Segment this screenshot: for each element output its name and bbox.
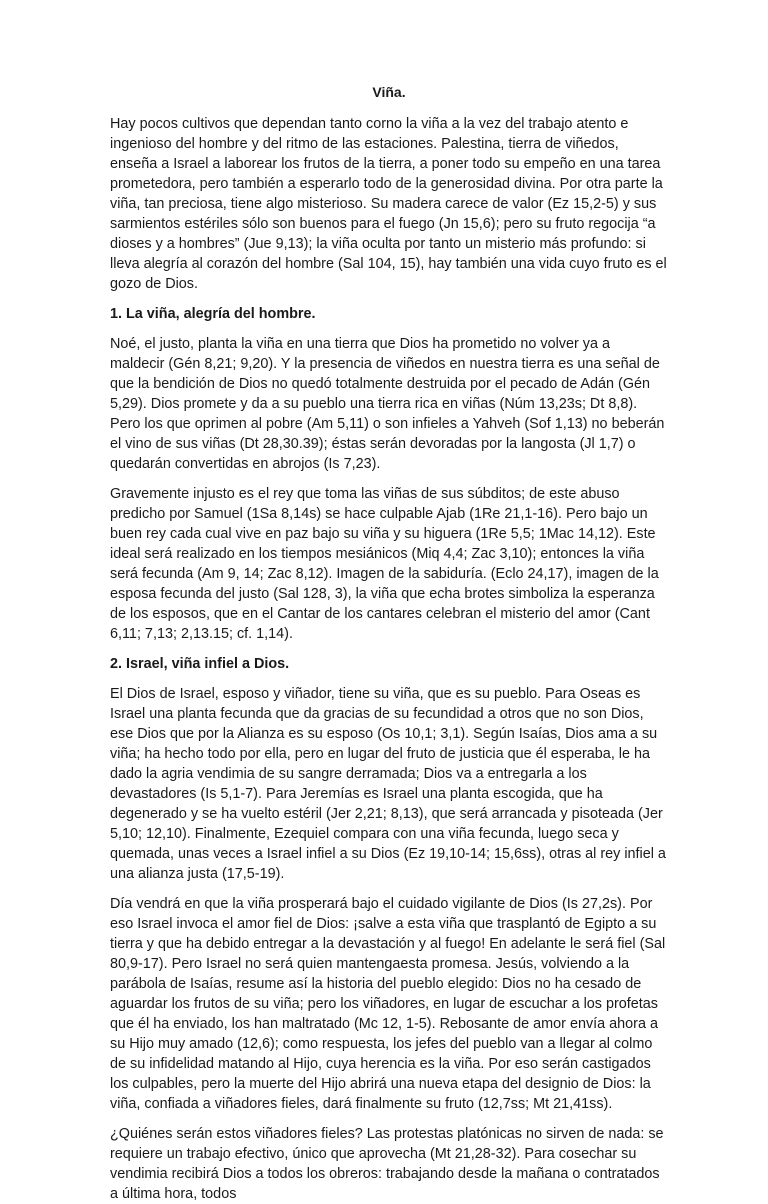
section-heading-2: 2. Israel, viña infiel a Dios. [110, 656, 290, 672]
section2-paragraph-1: El Dios de Israel, esposo y viñador, tiene su viña, que es su pueblo. Para Oseas es Israel una planta fecunda que da gracias de su fecundidad a otros que no son Dios, ese Dios que por la Alianza es su esposo (Os 10,1; 3,1). Según Isaías, Dios ama a su viña; ha hecho todo por ella, pero en lugar del fruto de justicia que él esperaba, le ha dado la agria vendimia de su sangre derramada; Dios va a entregarla a los devastadores (Is 5,1-7). Para Jeremías es Israel una planta escogida, que ha degenerado y se ha vuelto estéril (Jer 2,21; 8,13), que será arrancada y pisoteada (Jer 5,10; 12,10). Finalmente, Ezequiel compara con una viña fecunda, luego seca y quemada, unas veces a Israel infiel a su Dios (Ez 19,10-14; 15,6ss), otras al rey infiel a una alianza justa (17,5-19). [110, 686, 666, 882]
section2-paragraph-3: ¿Quiénes serán estos viñadores fieles? Las protestas platónicas no sirven de nada: se requiere un trabajo efectivo, único que aprovecha (Mt 21,28-32). Para cosechar su vendimia recibirá Dios a todos los obreros: trabajando desde la mañana o contratados a última hora, todos [110, 1126, 664, 1202]
section1-paragraph-1: Noé, el justo, planta la viña en una tierra que Dios ha prometido no volver ya a maldecir (Gén 8,21; 9,20). Y la presencia de viñedos en nuestra tierra es una señal de que la bendición de Dios no quedó totalmente destruida por el pecado de Adán (Gén 5,29). Dios promete y da a su pueblo una tierra rica en viñas (Núm 13,23s; Dt 8,8). Pero los que oprimen al pobre (Am 5,11) o son infieles a Yahveh (Sof 1,13) no beberán el vino de sus viñas (Dt 28,30.39); éstas serán devoradas por la langosta (Jl 1,7) o quedarán convertidas en abrojos (Is 7,23). [110, 336, 665, 472]
section-heading-1: 1. La viña, alegría del hombre. [110, 306, 316, 322]
section2-paragraph-2: Día vendrá en que la viña prosperará bajo el cuidado vigilante de Dios (Is 27,2s). Por eso Israel invoca el amor fiel de Dios: ¡salve a esta viña que trasplantó de Egipto a su tierra y que ha debido entregar a la devastación y al fuego! En adelante le será fiel (Sal 80,9-17). Pero Israel no será quien mantengaesta promesa. Jesús, volviendo a la parábola de Isaías, resume así la historia del pueblo elegido: Dios no ha cesado de aguardar los frutos de su viña; pero los viñadores, en lugar de escuchar a los profetas que él ha enviado, los han maltratado (Mc 12, 1-5). Rebosante de amor envía ahora a su Hijo muy amado (12,6); como respuesta, los jefes del pueblo van a llegar al colmo de su infidelidad matando al Hijo, cuya herencia es la viña. Por eso serán castigados los culpables, pero la muerte del Hijo abrirá una nueva etapa del designio de Dios: la viña, confiada a viñadores fieles, dará finalmente su fruto (12,7ss; Mt 21,41ss). [110, 896, 666, 1112]
section1-paragraph-2: Gravemente injusto es el rey que toma las viñas de sus súbditos; de este abuso predicho por Samuel (1Sa 8,14s) se hace culpable Ajab (1Re 21,1-16). Pero bajo un buen rey cada cual vive en paz bajo su viña y su higuera (1Re 5,5; 1Mac 14,12). Este ideal será realizado en los tiempos mesiánicos (Miq 4,4; Zac 3,10); entonces la viña será fecunda (Am 9, 14; Zac 8,12). Imagen de la sabiduría. (Eclo 24,17), imagen de la esposa fecunda del justo (Sal 128, 3), la viña que echa brotes simboliza la esperanza de los esposos, que en el Cantar de los cantares celebran el misterio del amor (Cant 6,11; 7,13; 2,13.15; cf. 1,14). [110, 486, 659, 642]
document-title: Viña. [372, 84, 406, 100]
intro-paragraph: Hay pocos cultivos que dependan tanto corno la viña a la vez del trabajo atento e ingenioso del hombre y del ritmo de las estaciones. Palestina, tierra de viñedos, enseña a Israel a laborear los frutos de la tierra, a poner todo su empeño en una tarea prometedora, pero también a esperarlo todo de la generosidad divina. Por otra parte la viña, tan preciosa, tiene algo misterioso. Su madera carece de valor (Ez 15,2-5) y sus sarmientos estériles sólo son buenos para el fuego (Jn 15,6); pero su fruto regocija “a dioses y a hombres” (Jue 9,13); la viña oculta por tanto un misterio más profundo: si lleva alegría al corazón del hombre (Sal 104, 15), hay también una vida cuyo fruto es el gozo de Dios. [110, 116, 667, 292]
